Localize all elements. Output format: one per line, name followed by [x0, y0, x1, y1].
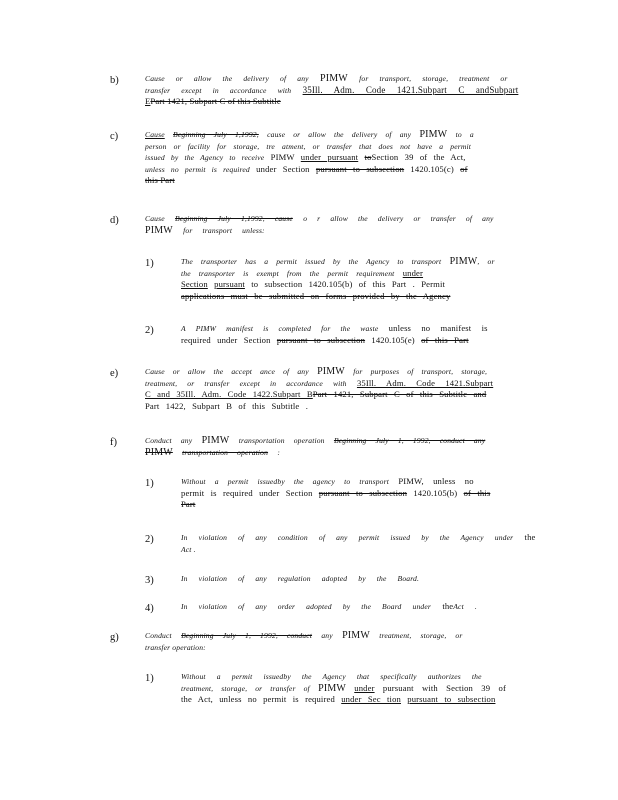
text-run: Act . — [181, 544, 196, 554]
text-run: pursuant — [214, 279, 245, 289]
text-run: treatment, storage, or — [379, 631, 463, 640]
paragraph-f — [145, 435, 540, 458]
item-label-g: g) — [110, 632, 119, 643]
text-run: PIMW — [201, 435, 230, 446]
item-label-d1: 1) — [145, 258, 154, 269]
paragraph-d1 — [181, 256, 541, 302]
text-run: unless no manifest is — [388, 323, 488, 333]
text-run: C and 35Ill. Adm. Code 1422.Subpart B — [145, 389, 313, 399]
text-run: under — [402, 267, 424, 278]
text-run: of — [460, 163, 468, 174]
text-run: the — [442, 601, 454, 611]
text-run: Cause — [145, 130, 165, 139]
text-run: pursuant to subsection — [315, 163, 405, 174]
item-label-d: d) — [110, 215, 119, 226]
text-run: the Act, unless no permit is required — [181, 694, 335, 704]
text-run: PIMW — [317, 366, 345, 377]
text-run: Section 39 of the Act, — [371, 152, 466, 162]
text-run: Part — [181, 499, 196, 509]
item-label-e: e) — [110, 368, 119, 379]
text-run: PIMW — [270, 152, 295, 162]
text-run: Beginning July 1, 1992, conduct any — [333, 436, 486, 445]
text-run: any — [321, 631, 333, 640]
text-run: Part 1422, Subpart B of this Subtitle . — [145, 400, 308, 411]
item-label-f4: 4) — [145, 603, 154, 614]
text-run: pursuant with Section 39 of — [382, 682, 506, 693]
text-run: A PIMW manifest is completed for the waste — [181, 324, 379, 333]
text-run: to a — [455, 130, 474, 139]
text-run: Part 1421, Subpart C of this Subtitle and — [312, 389, 487, 399]
text-run: PIMW — [419, 129, 448, 140]
text-run: PIMW — [320, 73, 348, 84]
text-run: the transporter is exempt from the permit requirement — [181, 268, 395, 278]
paragraph-f1 — [181, 476, 541, 511]
text-run: 35Ill. Adm. Code 1421.Subpart — [356, 377, 494, 388]
text-run: In violation of any condition of any permit issued by the Agency under — [181, 533, 514, 542]
text-run: 1420.105(c) — [410, 163, 454, 174]
paragraph-f3 — [181, 573, 541, 585]
text-run: : — [277, 447, 281, 457]
text-run: Conduct any — [145, 436, 193, 445]
text-run: Beginning July 1, 1992, conduct — [181, 631, 313, 640]
text-run: of this — [463, 487, 491, 498]
item-label-f: f) — [110, 437, 117, 448]
text-run: under Sec tion — [341, 694, 401, 704]
text-run: o r allow the delivery or transfer of any — [303, 214, 494, 223]
text-run: unless no permit is required — [145, 164, 250, 174]
paragraph-f4 — [181, 601, 541, 613]
text-run: 1420.105(b) — [413, 487, 458, 498]
text-run: permit is required under Section — [181, 487, 313, 498]
text-run: PIMW — [318, 682, 346, 694]
text-run: Part 1421, Subpart C of this Subtitle — [150, 96, 281, 106]
text-run: for transport, storage, treatment or — [359, 74, 508, 83]
paragraph-g1 — [181, 671, 541, 706]
paragraph-f2 — [181, 532, 541, 555]
text-run: transfer operation: — [145, 642, 206, 652]
text-run: treatment, or transfer except in accordance with — [145, 378, 347, 388]
text-run: issued by the Agency to receive — [145, 153, 265, 162]
text-run: The transporter has a permit issued by the Agency to transport — [181, 257, 442, 266]
text-run: the — [524, 532, 536, 542]
text-run: under — [354, 682, 375, 693]
text-run: Without a permit issuedby the agency to transport — [181, 477, 389, 486]
text-run: under Section — [256, 163, 310, 174]
text-run: pursuant to subsection — [407, 694, 496, 704]
text-run: Without a permit issuedby the Agency that specifically authorizes the — [181, 672, 482, 681]
text-run: applications must be submitted on forms provided by the Agency — [181, 290, 451, 301]
item-label-f1: 1) — [145, 478, 154, 489]
text-run: required under Section — [181, 334, 271, 345]
item-label-c: c) — [110, 131, 119, 142]
text-run: cause or allow the delivery of any — [267, 130, 412, 139]
text-run: PIMW — [342, 630, 370, 641]
paragraph-e — [145, 366, 540, 412]
item-label-g1: 1) — [145, 673, 154, 684]
text-run: PIMW — [449, 256, 478, 267]
text-run: transportation operation — [238, 436, 325, 445]
paragraph-g — [145, 630, 540, 653]
text-run: Cause or allow the delivery of any — [145, 74, 309, 83]
text-run: of this Part — [421, 334, 469, 345]
item-label-b: b) — [110, 75, 119, 86]
text-run: this Part — [145, 175, 175, 185]
text-run: Conduct — [145, 631, 172, 640]
paragraph-c — [145, 129, 540, 187]
text-run: Cause or allow the accept ance of any — [145, 367, 309, 376]
text-run: treatment, storage, or transfer of — [181, 683, 310, 693]
text-run: for purposes of transport, storage, — [353, 367, 488, 376]
text-run: to subsection 1420.105(b) of this Part . Permit — [251, 279, 446, 289]
text-run: person or facility for storage, tre atment, or transfer that does not have a permit — [145, 141, 471, 151]
text-run: PIMW, unless no — [398, 476, 474, 486]
paragraph-d2 — [181, 323, 541, 346]
text-run: PIMW — [145, 446, 173, 458]
paragraph-d — [145, 213, 540, 236]
text-run: Section — [181, 279, 208, 289]
text-run: for transport unless: — [183, 225, 265, 235]
text-run: Cause — [145, 214, 165, 223]
text-run: , or — [477, 257, 495, 266]
text-run: under pursuant — [300, 152, 359, 162]
text-run: pursuant to subsection — [276, 334, 366, 345]
paragraph-b — [145, 73, 540, 108]
text-run: Beginning July 1,1992, — [173, 130, 259, 139]
item-label-f3: 3) — [145, 575, 154, 586]
text-run: transfer except in accordance with — [145, 85, 292, 95]
text-run: 1420.105(e) — [371, 334, 415, 345]
text-run: Act . — [453, 602, 477, 611]
item-label-f2: 2) — [145, 534, 154, 545]
text-run: In violation of any order adopted by the Board under — [181, 602, 431, 611]
item-label-d2: 2) — [145, 325, 154, 336]
text-run: E — [145, 96, 151, 106]
text-run: transportation operation — [182, 447, 269, 457]
text-run: PIMW — [145, 224, 173, 236]
text-run: 35Ill. Adm. Code 1421.Subpart C andSubpart — [302, 84, 519, 95]
text-run: In violation of any regulation adopted by the Board. — [181, 574, 420, 583]
text-run: Beginning July 1,1992, cause — [175, 214, 293, 223]
text-run: pursuant to subsection — [318, 487, 408, 498]
text-run: to — [364, 152, 372, 162]
